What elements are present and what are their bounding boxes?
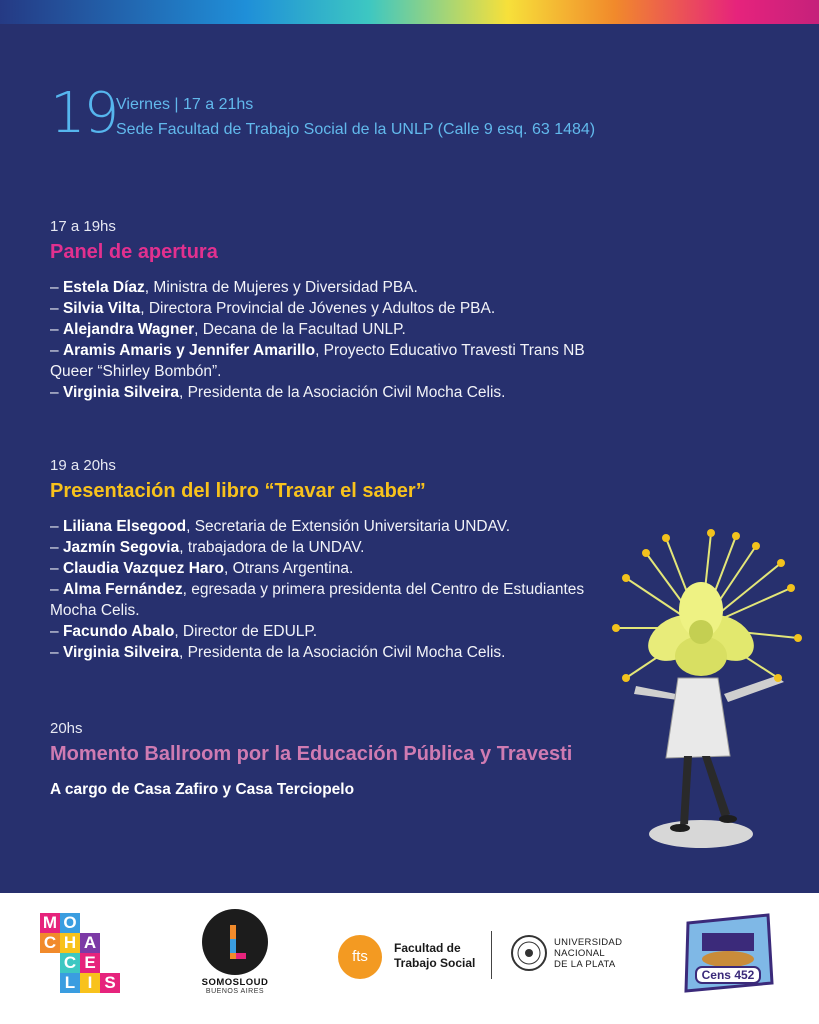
venue: Sede Facultad de Trabajo Social de la UNLP (Calle 9 esq. 63 1484) (116, 121, 596, 138)
footer-logos (0, 893, 819, 1024)
speaker-role: , Proyecto Educativo Travesti Trans NB Queer “Shirley Bombón”. (50, 342, 585, 380)
logo-row (40, 933, 130, 953)
section-subtitle: A cargo de Casa Zafiro y Casa Terciopelo (50, 781, 355, 798)
section-presentacion-libro (50, 456, 610, 663)
unlp-line-3: DE LA PLATA (554, 959, 616, 970)
speaker-role: , Ministra de Mujeres y Diversidad PBA. (144, 279, 418, 296)
speaker-role: , Directora Provincial de Jóvenes y Adultos de PBA. (140, 300, 496, 317)
speaker-item: – Liliana Elsegood, Secretaria de Extensión Universitaria UNDAV. (50, 518, 511, 535)
somosloud-logo (195, 909, 275, 995)
somosloud-l-icon (202, 909, 268, 975)
speaker-name: Claudia Vazquez Haro (62, 560, 225, 577)
speaker-item: – Estela Díaz, Ministra de Mujeres y Diversidad PBA. (50, 279, 418, 296)
speaker-role: , egresada y primera presidenta del Centro de Estudiantes Mocha Celis. (50, 581, 585, 619)
flower-head-figure-illustration (606, 528, 806, 850)
speaker-item: – Alma Fernández, egresada y primera presidenta del Centro de Estudiantes Mocha Celis. (50, 581, 585, 619)
section-ballroom (50, 719, 590, 799)
fts-name (394, 941, 475, 971)
mocha-celis-logo (40, 913, 130, 993)
speaker-item: – Alejandra Wagner, Decana de la Facultad UNLP. (50, 321, 406, 338)
speaker-name: Virginia Silveira (62, 644, 179, 661)
section-time: 20hs (50, 720, 83, 737)
fts-line-1: Facultad de (394, 941, 461, 955)
speaker-name: Facundo Abalo (62, 623, 175, 640)
logo-letter: M (40, 913, 60, 933)
cens-text: Cens 452 (701, 968, 755, 982)
section-time: 17 a 19hs (50, 218, 116, 235)
speaker-item: – Claudia Vazquez Haro, Otrans Argentina. (50, 560, 354, 577)
speaker-item: – Virginia Silveira, Presidenta de la Asociación Civil Mocha Celis. (50, 644, 506, 661)
logo-letter: I (80, 973, 100, 993)
speaker-item: – Jazmín Segovia, trabajadora de la UNDAV. (50, 539, 365, 556)
speaker-role: , Director de EDULP. (174, 623, 318, 640)
section-title: Presentación del libro “Travar el saber” (50, 480, 426, 502)
somosloud-name: SOMOSLOUD (201, 977, 269, 988)
speaker-name: Jazmín Segovia (62, 539, 180, 556)
speaker-list (50, 277, 610, 403)
cens-452-logo (678, 903, 778, 1001)
logo-letter: A (80, 933, 100, 953)
logo-letter: O (60, 913, 80, 933)
speaker-name: Liliana Elsegood (62, 518, 187, 535)
logo-letter: S (100, 973, 120, 993)
speaker-name: Aramis Amaris y Jennifer Amarillo (62, 342, 316, 359)
unlp-name (554, 937, 622, 970)
unlp-line-2: NACIONAL (554, 948, 605, 959)
speaker-item: – Silvia Vilta, Directora Provincial de Jóvenes y Adultos de PBA. (50, 300, 496, 317)
speaker-role: , Otrans Argentina. (224, 560, 354, 577)
fts-line-2: Trabajo Social (394, 956, 476, 970)
somosloud-mark (202, 909, 268, 975)
logo-letter: L (60, 973, 80, 993)
unlp-line-1: UNIVERSIDAD (554, 937, 623, 948)
logo-row (40, 953, 130, 973)
logo-letter: E (80, 953, 100, 973)
somosloud-city: BUENOS AIRES (205, 988, 265, 995)
unlp-seal (510, 931, 548, 975)
day-number: 19 (50, 81, 118, 146)
speaker-role: , trabajadora de la UNDAV. (179, 539, 365, 556)
speaker-role: , Presidenta de la Asociación Civil Mocha Celis. (178, 644, 506, 661)
speaker-name: Silvia Vilta (62, 300, 141, 317)
speaker-item: – Aramis Amaris y Jennifer Amarillo, Proyecto Educativo Travesti Trans NB Queer “Shirley Bombón”. (50, 342, 585, 380)
logo-divider (491, 931, 492, 979)
speaker-name: Estela Díaz (62, 279, 145, 296)
speaker-role: , Presidenta de la Asociación Civil Mocha Celis. (178, 384, 506, 401)
speaker-name: Alma Fernández (62, 581, 183, 598)
speaker-role: , Secretaria de Extensión Universitaria UNDAV. (186, 518, 511, 535)
speaker-name: Virginia Silveira (62, 384, 179, 401)
speaker-list (50, 516, 610, 663)
speaker-item: – Facundo Abalo, Director de EDULP. (50, 623, 318, 640)
section-title: Momento Ballroom por la Educación Pública y Travesti (50, 743, 573, 765)
logo-letter: C (40, 933, 60, 953)
day-and-hours: Viernes | 17 a 21hs (116, 96, 254, 113)
speaker-name: Alejandra Wagner (62, 321, 195, 338)
logo-letter: H (60, 933, 80, 953)
section-panel-apertura (50, 217, 610, 403)
section-time: 19 a 20hs (50, 457, 116, 474)
logo-letter: C (60, 953, 80, 973)
rainbow-bar (0, 0, 819, 24)
section-title: Panel de apertura (50, 241, 218, 263)
speaker-item: – Virginia Silveira, Presidenta de la Asociación Civil Mocha Celis. (50, 384, 506, 401)
logo-row (40, 913, 130, 933)
speaker-role: , Decana de la Facultad UNLP. (194, 321, 406, 338)
logo-row (40, 973, 130, 993)
fts-logo: fts (338, 935, 382, 979)
